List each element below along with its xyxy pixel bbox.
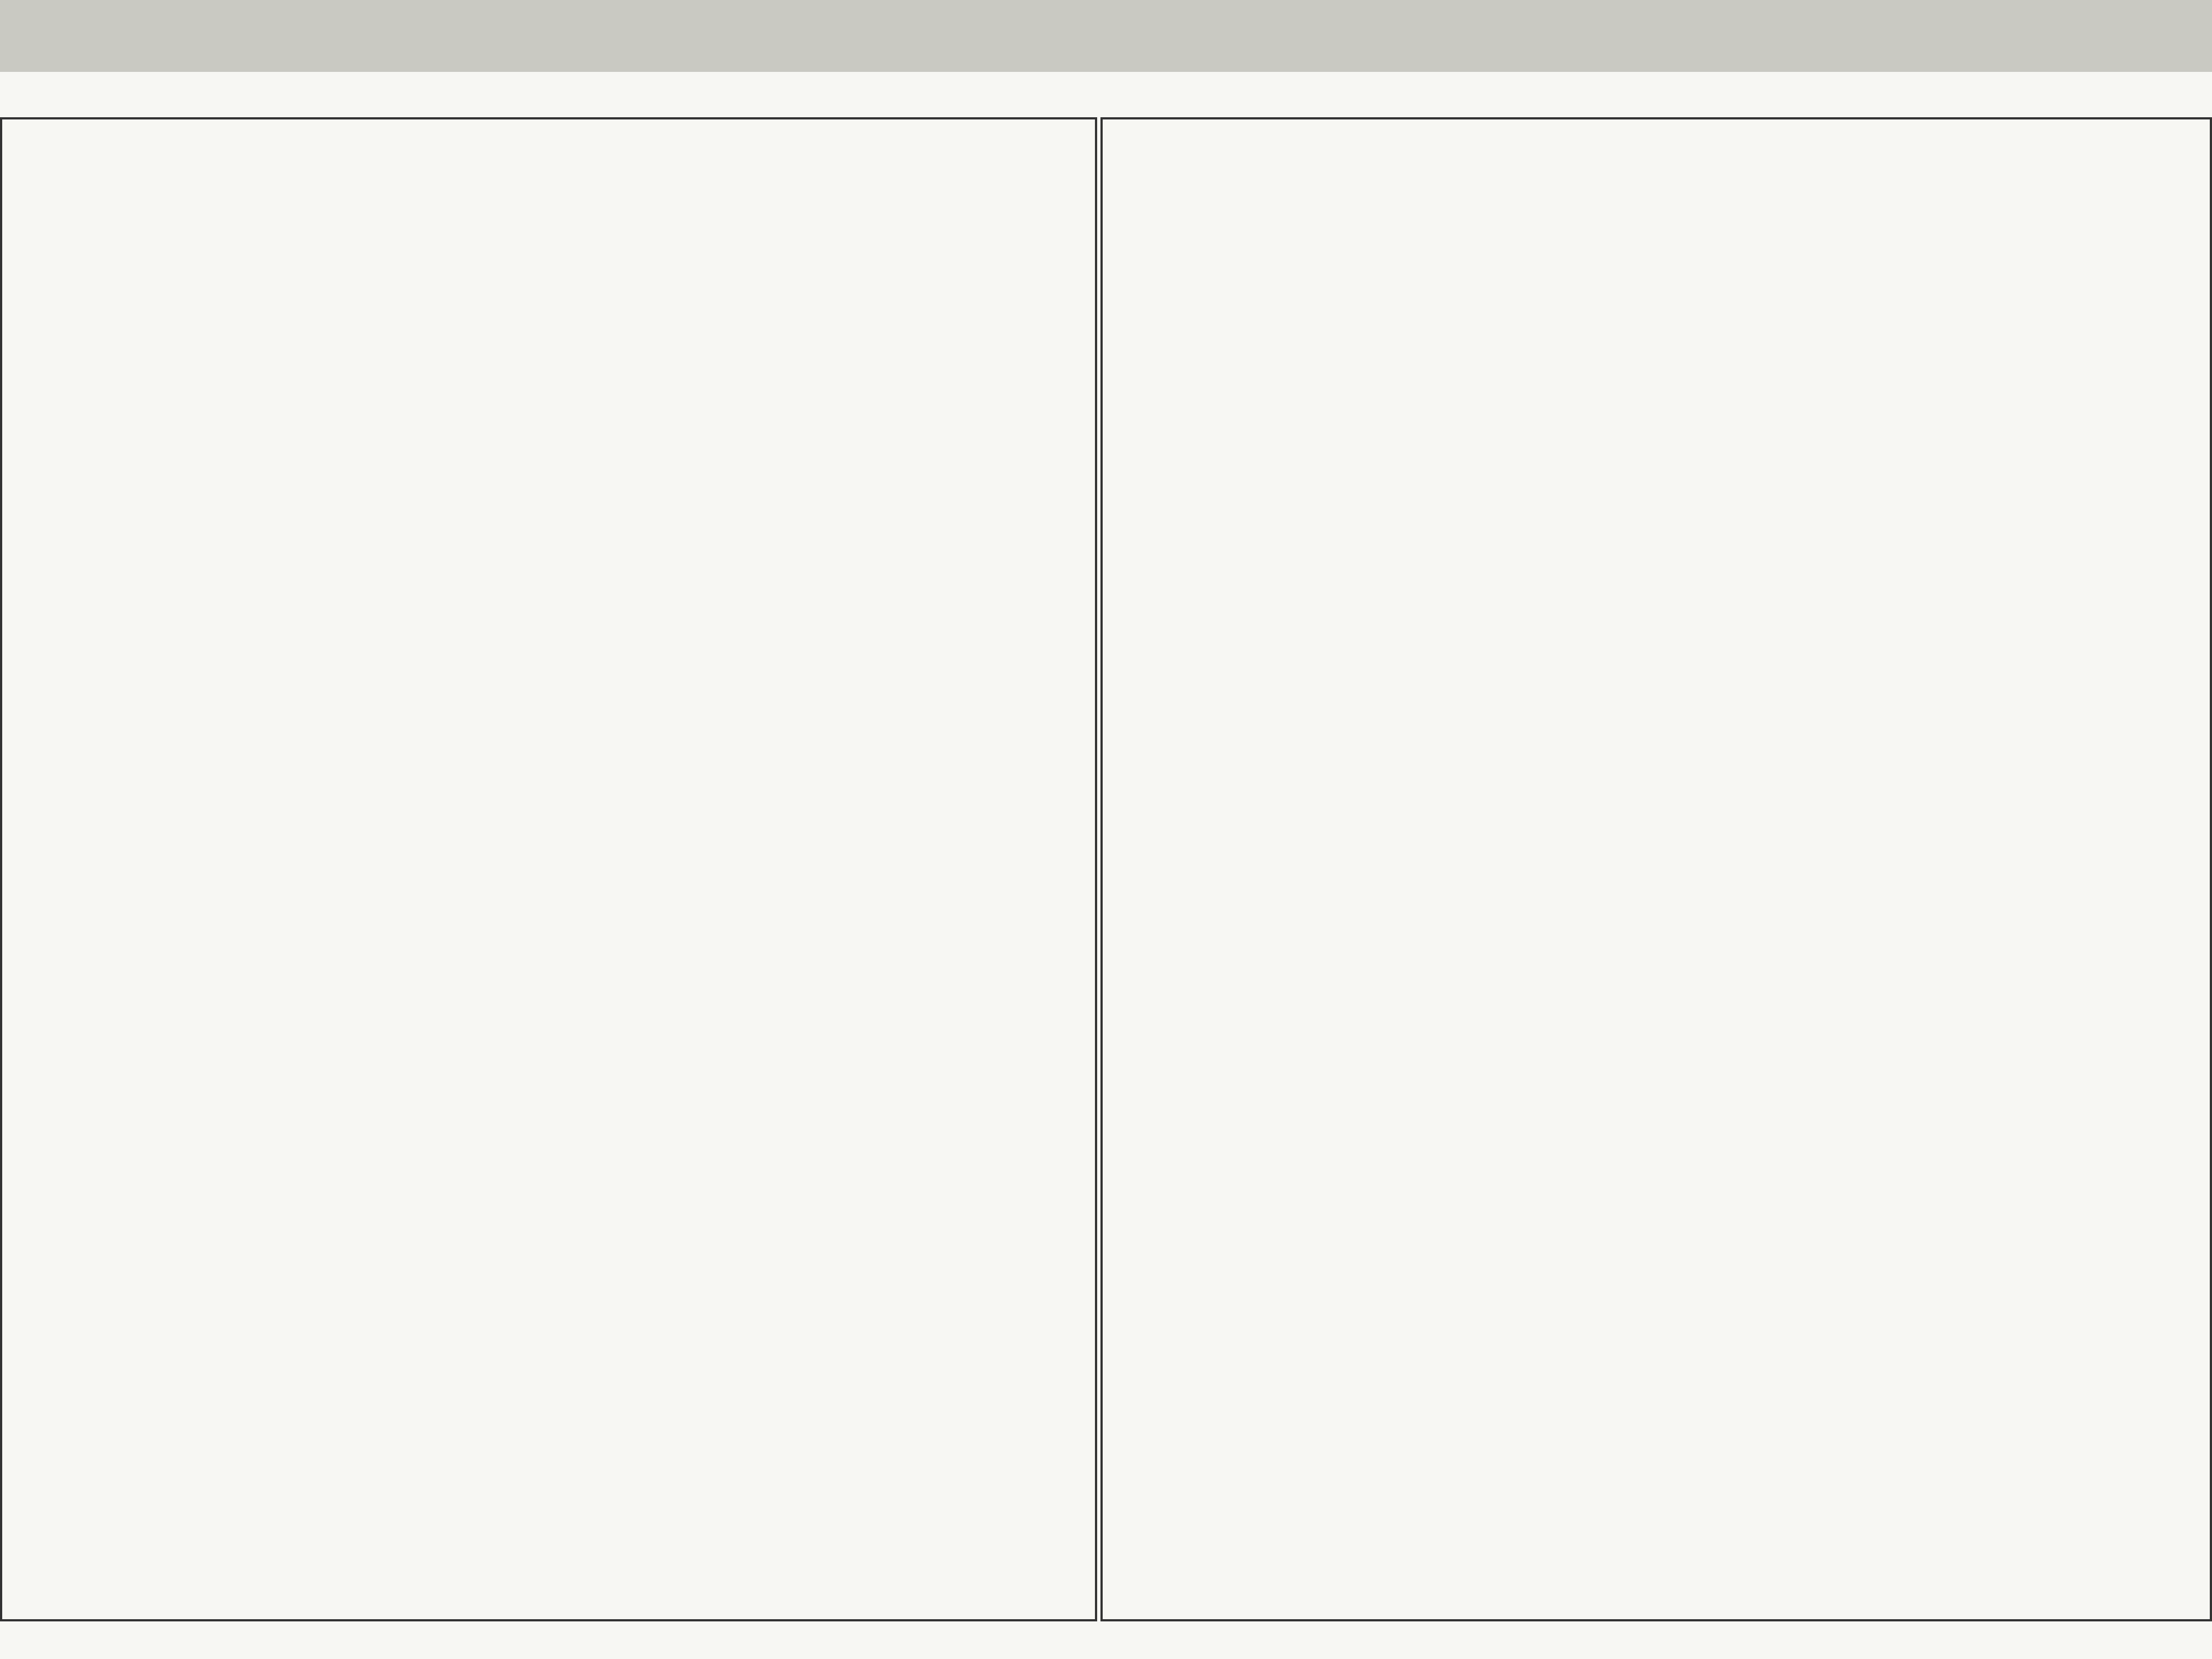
- inspection-sheet: [0, 72, 2212, 1659]
- right-panel: [1100, 117, 2212, 1621]
- left-panel: [0, 117, 1097, 1621]
